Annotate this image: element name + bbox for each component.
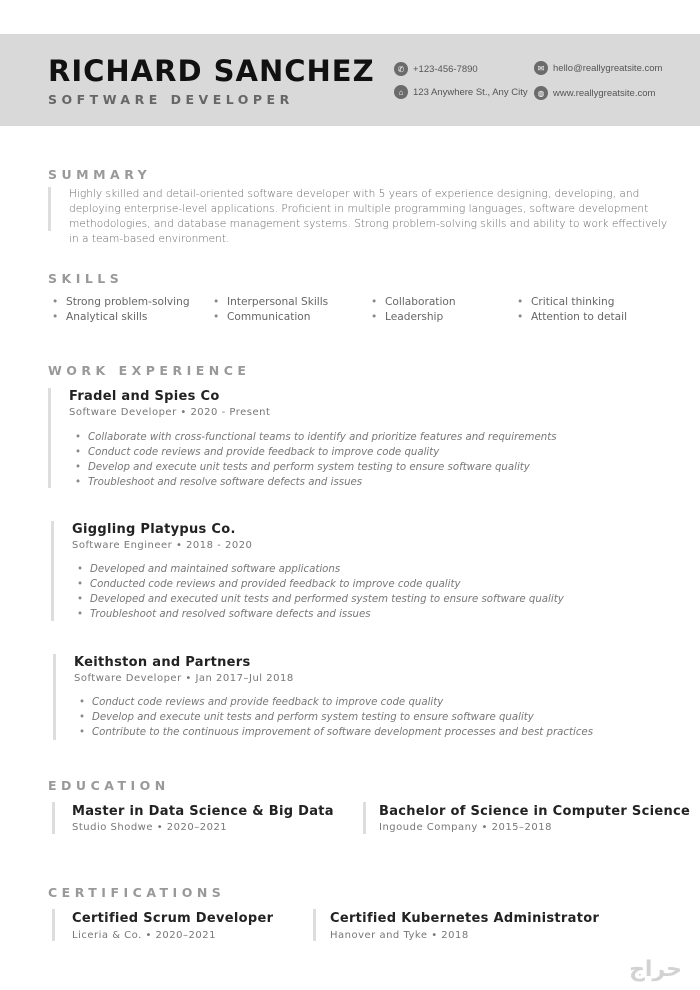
skill-item: • Attention to detail (531, 311, 627, 323)
job-meta: Software Developer • 2020 - Present (69, 407, 271, 418)
list-item: • Develop and execute unit tests and perform system testing to ensure software quality (77, 710, 593, 725)
education-degree: Bachelor of Science in Computer Science (379, 804, 691, 819)
certifications-heading: CERTIFICATIONS (48, 885, 226, 900)
phone-icon: ✆ (394, 62, 408, 76)
email-text[interactable]: hello@reallygreatsite.com (553, 62, 663, 74)
globe-icon: ◍ (534, 86, 548, 100)
candidate-role: SOFTWARE DEVELOPER (48, 92, 294, 107)
skill-item: • Analytical skills (66, 311, 147, 323)
job-company: Fradel and Spies Co (69, 389, 220, 404)
contact-address (394, 85, 528, 99)
job-accent-bar (48, 388, 51, 488)
certification-name: Certified Scrum Developer (72, 911, 274, 926)
education-accent-bar (52, 802, 55, 834)
list-item: • Developed and maintained software applications (75, 562, 564, 577)
location-icon: ⌂ (394, 85, 408, 99)
job-accent-bar (53, 654, 56, 740)
skills-heading: SKILLS (48, 271, 124, 286)
certification-meta: Liceria & Co. • 2020–2021 (72, 930, 216, 941)
address-text: 123 Anywhere St., Any City (413, 86, 528, 98)
list-item: • Troubleshoot and resolve software defects and issues (73, 475, 557, 490)
job-company: Keithston and Partners (74, 655, 251, 670)
education-meta: Studio Shodwe • 2020–2021 (72, 822, 228, 833)
education-accent-bar (363, 802, 366, 834)
education-heading: EDUCATION (48, 778, 170, 793)
job-bullets (77, 695, 593, 740)
job-meta: Software Developer • Jan 2017–Jul 2018 (74, 673, 294, 684)
phone-text: +123-456-7890 (413, 63, 478, 75)
top-margin (0, 0, 700, 34)
job-accent-bar (51, 521, 54, 621)
work-heading: WORK EXPERIENCE (48, 363, 251, 378)
summary-heading: SUMMARY (48, 167, 152, 182)
summary-text: Highly skilled and detail-oriented software developer with 5 years of experience designing, developing, and deploying enterprise-level applications. Proficient in multiple programming languages, software development methodologies, and database management systems. Strong problem-solving skills and ability to work effectively in a team-based environment. (69, 188, 668, 245)
skill-item: • Interpersonal Skills (227, 296, 328, 308)
contact-email (534, 61, 662, 75)
education-degree: Master in Data Science & Big Data (72, 804, 334, 819)
watermark-logo: حراج (629, 957, 682, 982)
job-meta: Software Engineer • 2018 - 2020 (72, 540, 253, 551)
certification-accent-bar (52, 909, 55, 941)
certification-name: Certified Kubernetes Administrator (330, 911, 600, 926)
list-item: • Conduct code reviews and provide feedback to improve code quality (77, 695, 593, 710)
certification-meta: Hanover and Tyke • 2018 (330, 930, 469, 941)
contact-website (534, 86, 655, 100)
skill-item: • Critical thinking (531, 296, 614, 308)
contact-phone (394, 62, 478, 76)
email-icon: ✉ (534, 61, 548, 75)
resume-header (0, 34, 700, 126)
list-item: • Contribute to the continuous improvement of software development processes and best practices (77, 725, 593, 740)
skill-item: • Collaboration (385, 296, 456, 308)
skill-item: • Communication (227, 311, 311, 323)
list-item: • Conducted code reviews and provided feedback to improve code quality (75, 577, 564, 592)
list-item: • Developed and executed unit tests and performed system testing to ensure software quality (75, 592, 564, 607)
skill-item: • Leadership (385, 311, 443, 323)
list-item: • Develop and execute unit tests and perform system testing to ensure software quality (73, 460, 557, 475)
certification-accent-bar (313, 909, 316, 941)
list-item: • Conduct code reviews and provide feedback to improve code quality (73, 445, 557, 460)
candidate-name: RICHARD SANCHEZ (48, 54, 375, 88)
skill-item: • Strong problem-solving (66, 296, 190, 308)
job-bullets (73, 430, 557, 490)
website-text[interactable]: www.reallygreatsite.com (553, 87, 656, 99)
job-company: Giggling Platypus Co. (72, 522, 236, 537)
education-meta: Ingoude Company • 2015–2018 (379, 822, 552, 833)
job-bullets (75, 562, 564, 622)
list-item: • Collaborate with cross-functional teams to identify and prioritize features and requirements (73, 430, 557, 445)
list-item: • Troubleshoot and resolved software defects and issues (75, 607, 564, 622)
summary-accent-bar (48, 187, 51, 231)
